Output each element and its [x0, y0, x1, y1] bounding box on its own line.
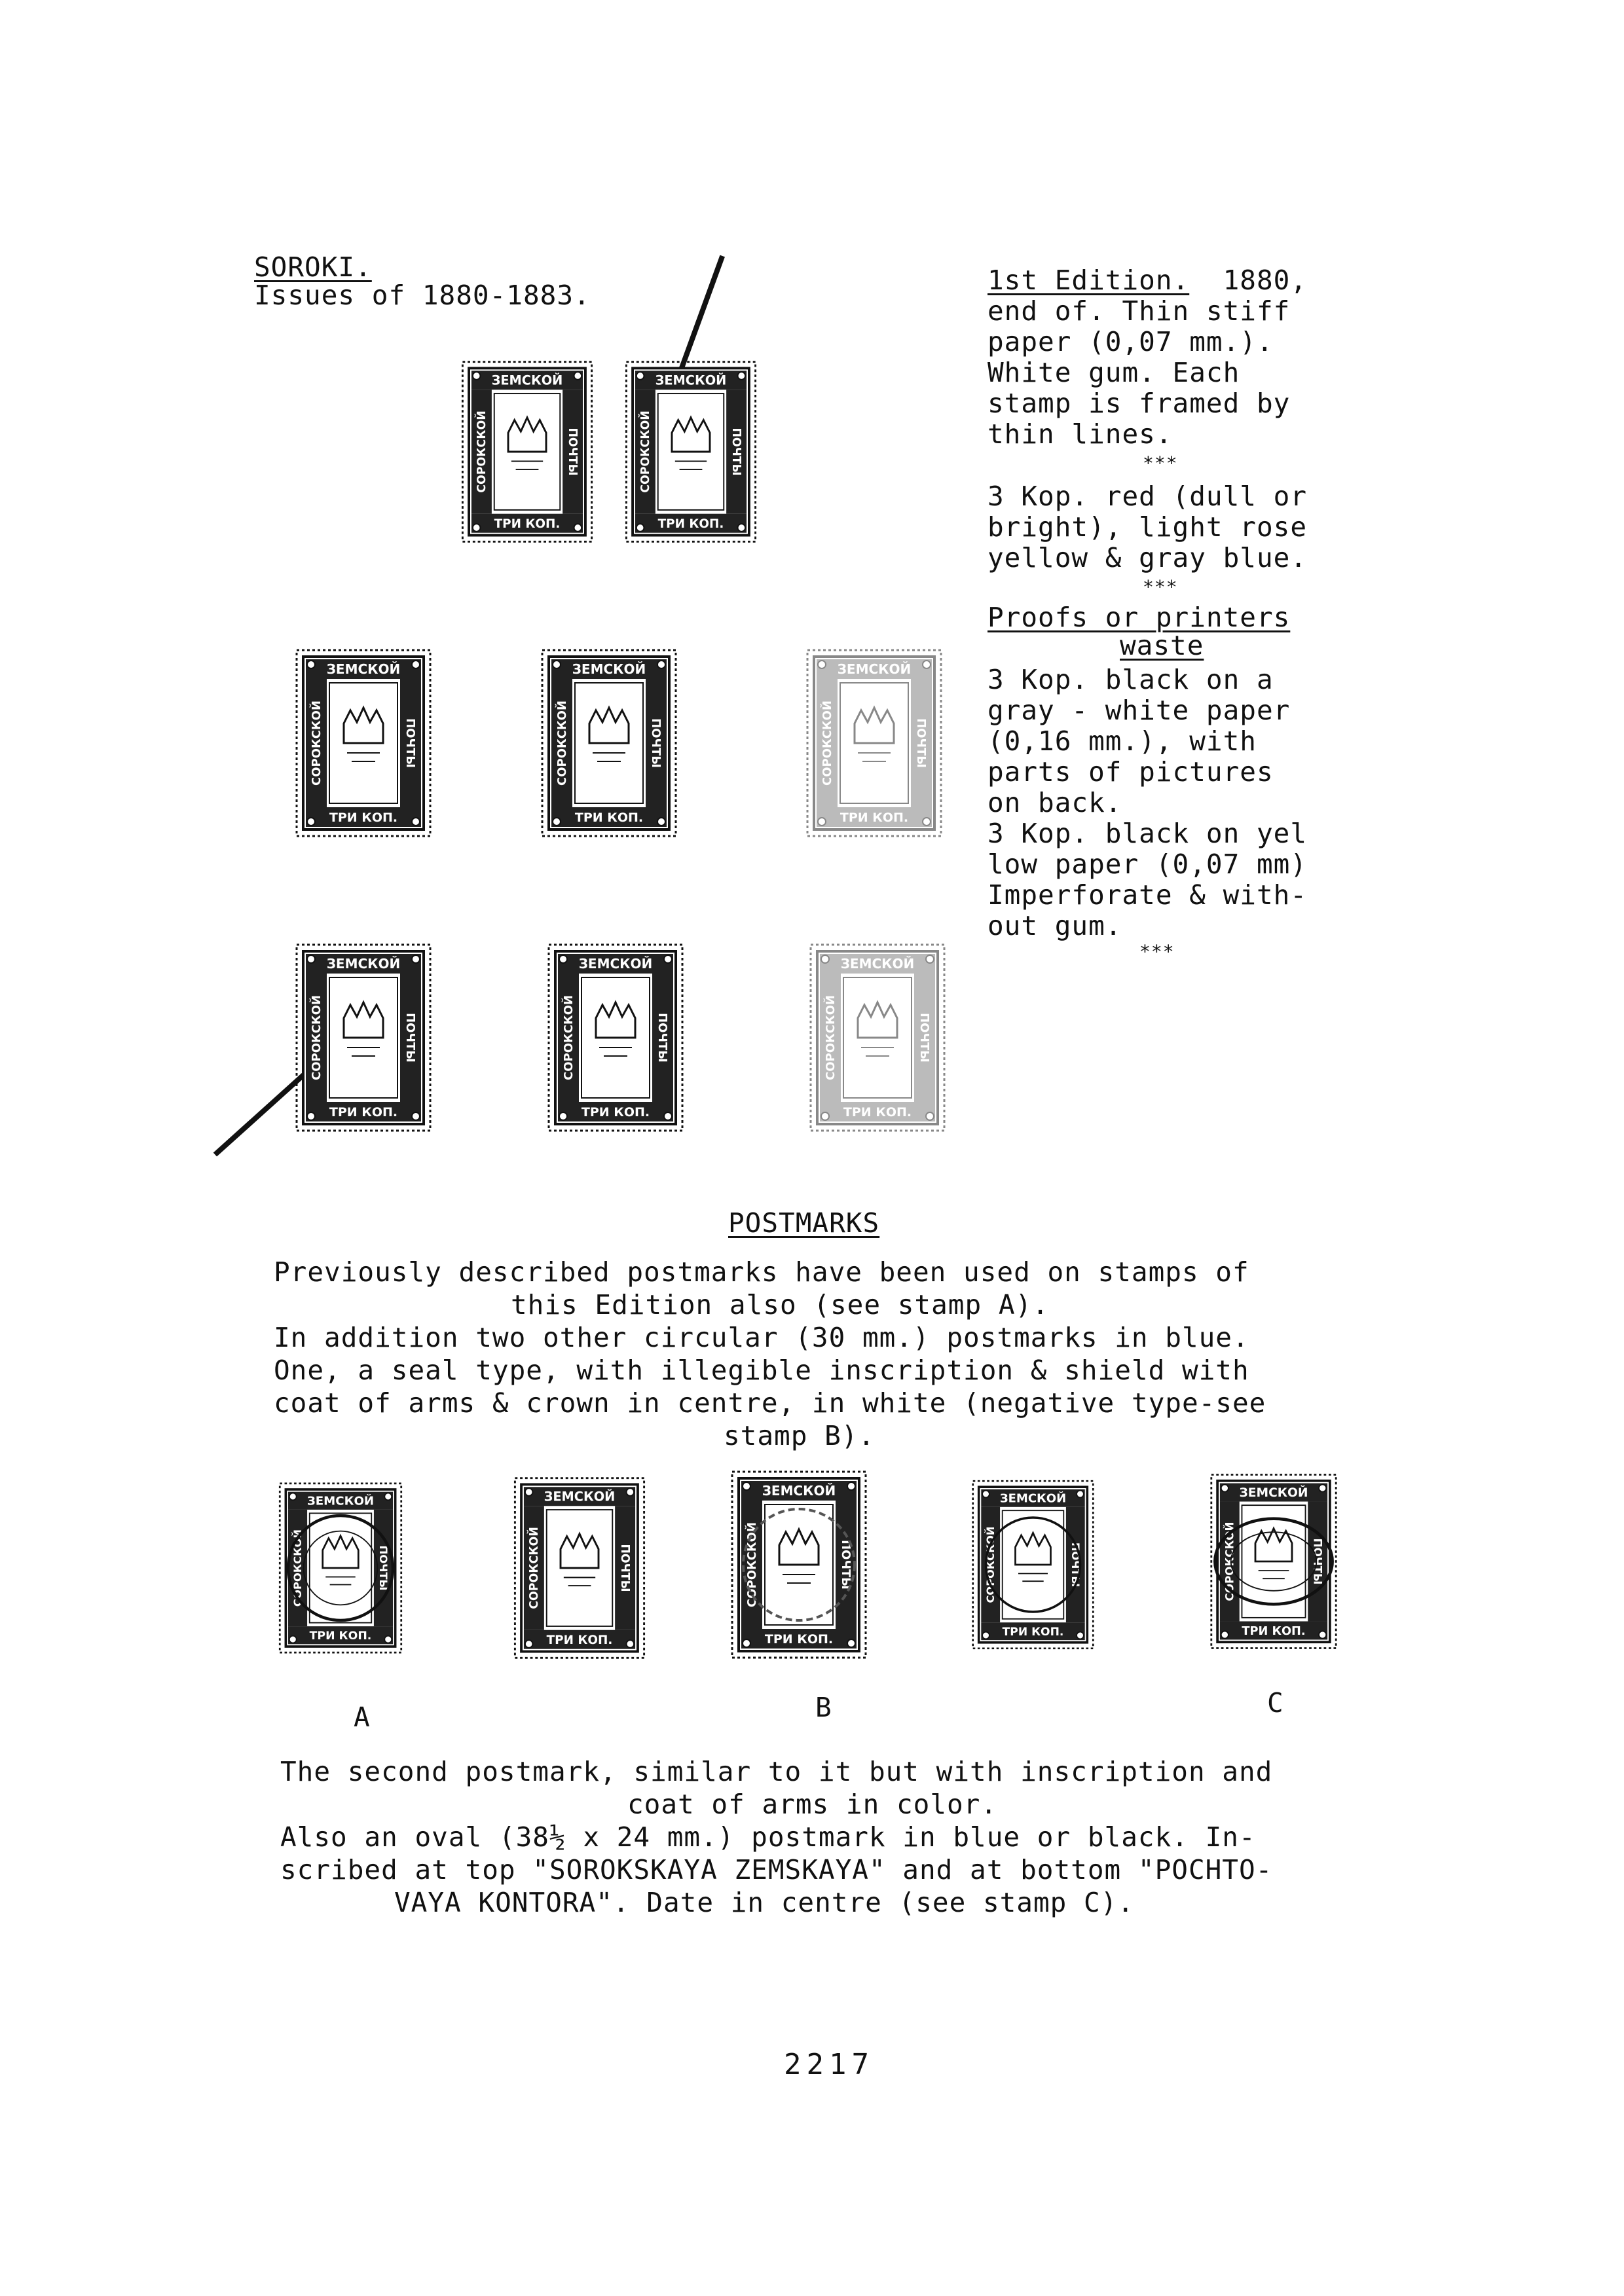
svg-text:ПОЧТЫ: ПОЧТЫ	[618, 1544, 631, 1592]
edition-line: White gum. Each	[987, 357, 1240, 388]
stamp-image	[544, 939, 688, 1136]
stamp-image-faint	[805, 939, 950, 1136]
stamp-label-b: B	[815, 1692, 832, 1723]
svg-text:ПОЧТЫ: ПОЧТЫ	[403, 1013, 417, 1063]
separator: ***	[1143, 452, 1178, 474]
svg-text:ПОЧТЫ: ПОЧТЫ	[649, 718, 663, 768]
svg-text:ЗЕМСКОЙ: ЗЕМСКОЙ	[840, 956, 915, 972]
svg-text:ТРИ КОП.: ТРИ КОП.	[581, 1105, 650, 1120]
svg-text:ПОЧТЫ: ПОЧТЫ	[729, 428, 743, 476]
svg-text:ТРИ КОП.: ТРИ КОП.	[329, 1105, 398, 1120]
stamp-image	[619, 357, 763, 547]
svg-text:СОРОКСКОЙ: СОРОКСКОЙ	[475, 410, 489, 493]
svg-text:ЗЕМСКОЙ: ЗЕМСКОЙ	[572, 661, 646, 677]
proofs-heading: Proofs or printers	[987, 602, 1291, 633]
svg-text:ТРИ КОП.: ТРИ КОП.	[494, 517, 561, 531]
edition-line: thin lines.	[987, 418, 1173, 450]
separator: ***	[1143, 576, 1178, 598]
svg-text:ЗЕМСКОЙ: ЗЕМСКОЙ	[837, 661, 912, 677]
svg-text:ТРИ КОП.: ТРИ КОП.	[1002, 1626, 1064, 1639]
stamp-label-a: A	[354, 1702, 371, 1733]
svg-text:ТРИ КОП.: ТРИ КОП.	[840, 811, 909, 825]
proofs-heading-2: waste	[1120, 630, 1204, 661]
proofs-line: Imperforate & with-	[987, 879, 1307, 911]
proofs-line: gray - white paper	[987, 695, 1291, 726]
proofs-line: low paper (0,07 mm)	[987, 848, 1307, 880]
svg-text:ЗЕМСКОЙ: ЗЕМСКОЙ	[326, 956, 401, 972]
svg-text:ТРИ КОП.: ТРИ КОП.	[764, 1632, 834, 1647]
svg-text:ЗЕМСКОЙ: ЗЕМСКОЙ	[999, 1491, 1067, 1506]
proofs-line: 3 Kop. black on yel	[987, 818, 1307, 849]
stamp-image	[291, 939, 435, 1136]
svg-text:ПОЧТЫ: ПОЧТЫ	[914, 718, 928, 768]
proofs-line: parts of pictures	[987, 756, 1274, 788]
svg-text:СОРОКСКОЙ: СОРОКСКОЙ	[984, 1526, 997, 1603]
edition-line-1: 1st Edition. 1880,	[987, 264, 1308, 296]
stamp-image	[291, 645, 435, 841]
stamp-postmark	[963, 1476, 1103, 1653]
colors-line: yellow & gray blue.	[987, 542, 1307, 574]
svg-text:СОРОКСКОЙ: СОРОКСКОЙ	[562, 994, 576, 1081]
edition-line: stamp is framed by	[987, 388, 1291, 419]
proofs-line: out gum.	[987, 910, 1122, 941]
stamp-image-faint	[802, 645, 946, 841]
svg-text:ПОЧТЫ: ПОЧТЫ	[377, 1545, 390, 1591]
svg-text:ПОЧТЫ: ПОЧТЫ	[565, 428, 579, 476]
postmarks-line: coat of arms in color.	[627, 1789, 998, 1820]
svg-text:СОРОКСКОЙ: СОРОКСКОЙ	[745, 1522, 759, 1608]
svg-text:ПОЧТЫ: ПОЧТЫ	[1069, 1542, 1082, 1588]
stamp-image	[455, 357, 599, 547]
svg-text:СОРОКСКОЙ: СОРОКСКОЙ	[310, 994, 323, 1081]
postmarks-line: this Edition also (see stamp A).	[511, 1289, 1049, 1321]
postmarks-line: Also an oval (38½ x 24 mm.) postmark in blue or black. In-	[280, 1821, 1256, 1853]
svg-text:СОРОКСКОЙ: СОРОКСКОЙ	[639, 410, 653, 493]
stamp-image	[507, 1473, 652, 1663]
svg-text:СОРОКСКОЙ: СОРОКСКОЙ	[824, 994, 838, 1081]
svg-text:СОРОКСКОЙ: СОРОКСКОЙ	[310, 700, 323, 786]
postmarks-line: scribed at top "SOROKSKAYA ZEMSKAYA" and at bottom "POCHTO-	[280, 1854, 1273, 1886]
section-subtitle: Issues of 1880-1883.	[254, 280, 591, 311]
svg-text:ЗЕМСКОЙ: ЗЕМСКОЙ	[544, 1489, 616, 1504]
colors-line: bright), light rose	[987, 511, 1307, 543]
proofs-line: 3 Kop. black on a	[987, 664, 1274, 695]
postmarks-line: VAYA KONTORA". Date in centre (see stamp C).	[394, 1887, 1135, 1918]
svg-text:СОРОКСКОЙ: СОРОКСКОЙ	[821, 700, 834, 786]
stamp-image	[537, 645, 681, 841]
svg-text:ТРИ КОП.: ТРИ КОП.	[1242, 1625, 1306, 1638]
colors-line: 3 Kop. red (dull or	[987, 481, 1307, 512]
svg-text:СОРОКСКОЙ: СОРОКСКОЙ	[528, 1527, 542, 1609]
svg-text:ЗЕМСКОЙ: ЗЕМСКОЙ	[306, 1494, 375, 1508]
svg-text:ПОЧТЫ: ПОЧТЫ	[1311, 1538, 1325, 1585]
svg-text:СОРОКСКОЙ: СОРОКСКОЙ	[1223, 1522, 1236, 1601]
stamp-label-c: C	[1267, 1687, 1284, 1719]
svg-text:ТРИ КОП.: ТРИ КОП.	[329, 811, 398, 825]
svg-text:СОРОКСКОЙ: СОРОКСКОЙ	[555, 700, 569, 786]
svg-text:ТРИ КОП.: ТРИ КОП.	[309, 1630, 372, 1643]
svg-text:ПОЧТЫ: ПОЧТЫ	[655, 1013, 669, 1063]
svg-text:ТРИ КОП.: ТРИ КОП.	[843, 1105, 912, 1120]
svg-text:ПОЧТЫ: ПОЧТЫ	[403, 718, 417, 768]
postmarks-line: Previously described postmarks have been used on stamps of	[274, 1256, 1249, 1288]
separator: ***	[1139, 941, 1175, 962]
stamp-postmark-b	[727, 1467, 871, 1663]
svg-text:ЗЕМСКОЙ: ЗЕМСКОЙ	[762, 1483, 836, 1499]
svg-text:ТРИ КОП.: ТРИ КОП.	[546, 1633, 613, 1647]
svg-text:ЗЕМСКОЙ: ЗЕМСКОЙ	[491, 373, 563, 388]
proofs-line: (0,16 mm.), with	[987, 725, 1257, 757]
edition-line: end of. Thin stiff	[987, 295, 1291, 327]
edition-line: paper (0,07 mm.).	[987, 326, 1274, 357]
svg-text:ПОЧТЫ: ПОЧТЫ	[917, 1013, 931, 1063]
svg-text:ЗЕМСКОЙ: ЗЕМСКОЙ	[1239, 1486, 1308, 1501]
svg-text:СОРОКСКОЙ: СОРОКСКОЙ	[291, 1529, 304, 1607]
edition-heading: 1st Edition.	[987, 264, 1190, 296]
svg-text:ЗЕМСКОЙ: ЗЕМСКОЙ	[326, 661, 401, 677]
svg-text:ПОЧТЫ: ПОЧТЫ	[839, 1540, 853, 1590]
svg-text:ТРИ КОП.: ТРИ КОП.	[657, 517, 724, 531]
stamp-postmark-c	[1192, 1470, 1356, 1653]
postmarks-line: coat of arms & crown in centre, in white (negative type-see	[274, 1387, 1266, 1419]
postmarks-line: In addition two other circular (30 mm.) postmarks in blue.	[274, 1322, 1249, 1353]
postmarks-heading: POSTMARKS	[728, 1207, 880, 1239]
svg-text:ЗЕМСКОЙ: ЗЕМСКОЙ	[578, 956, 653, 972]
section-title: SOROKI.	[254, 251, 372, 283]
postmarks-line: One, a seal type, with illegible inscription & shield with	[274, 1355, 1249, 1386]
postmarks-line: The second postmark, similar to it but with inscription and	[280, 1756, 1273, 1787]
stamp-postmark-a	[275, 1473, 406, 1663]
svg-text:ЗЕМСКОЙ: ЗЕМСКОЙ	[655, 373, 727, 388]
svg-text:ТРИ КОП.: ТРИ КОП.	[574, 811, 644, 825]
page-number: 2217	[784, 2048, 874, 2081]
proofs-line: on back.	[987, 787, 1122, 818]
postmarks-line: stamp B).	[724, 1420, 876, 1451]
